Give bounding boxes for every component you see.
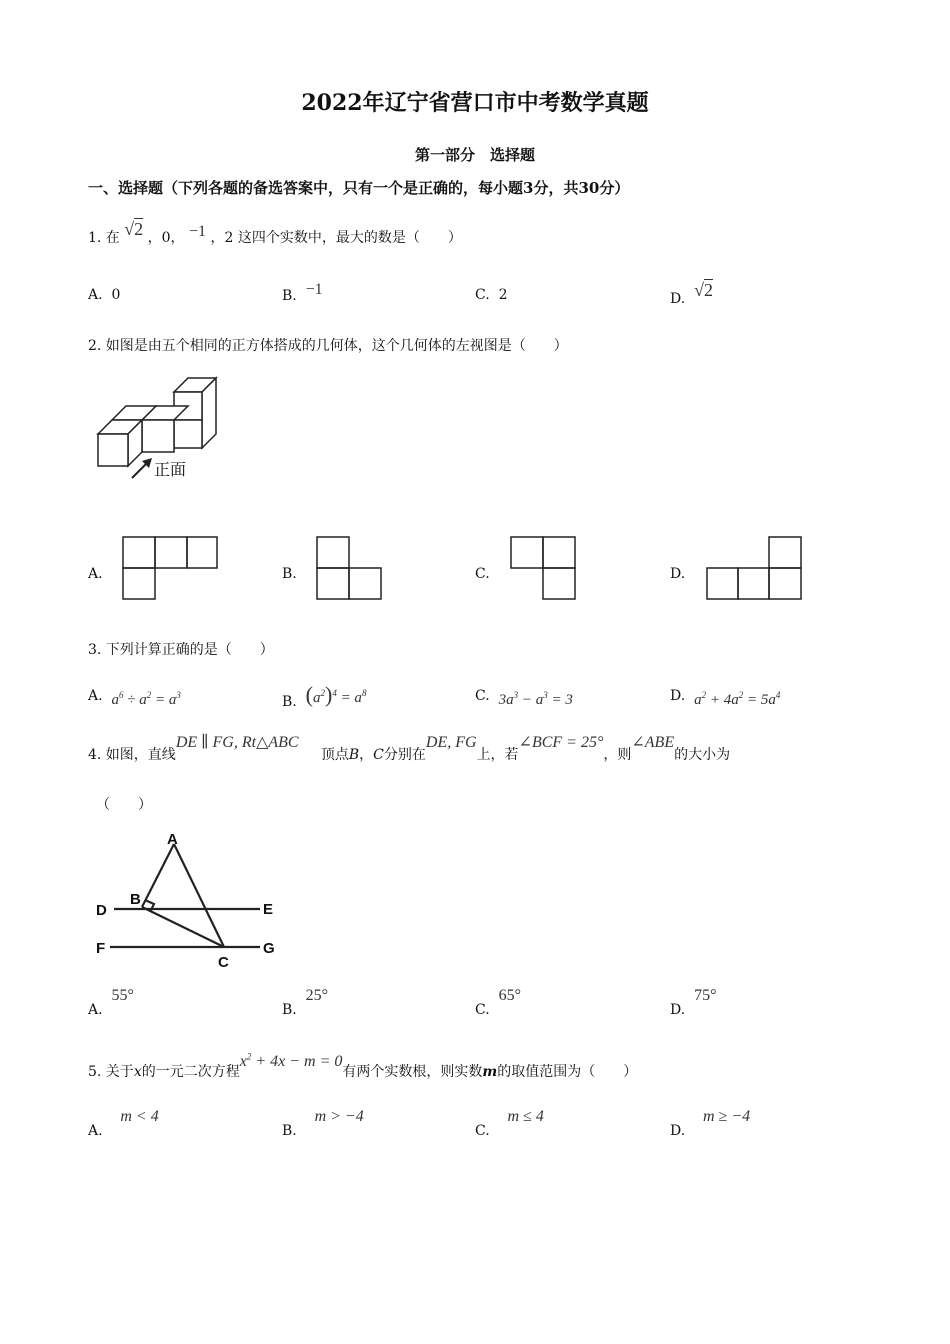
q1-option-c[interactable]: C. 2 — [475, 287, 508, 303]
label-b: B — [130, 891, 141, 908]
label-f: F — [96, 940, 106, 957]
q5-equation: $x^2 + 4x - m = 0$ — [239, 1051, 343, 1070]
q2-option-d-view[interactable] — [705, 536, 805, 601]
q2-option-d[interactable]: D. — [670, 566, 686, 582]
page-title: 2022年辽宁省营口市中考数学真题 — [301, 90, 649, 116]
q3-option-c[interactable]: C. $3a^3 - a^3 = 3$ — [475, 688, 573, 708]
label-a: A — [167, 831, 178, 848]
q2-option-b[interactable]: B. — [282, 566, 297, 582]
q5-option-d[interactable]: D. m ≥ −4 — [670, 1108, 751, 1139]
q3-option-d[interactable]: D. $a^2 + 4a^2 = 5a^4$ — [670, 688, 781, 708]
cube-solid-figure — [92, 372, 232, 484]
q2-option-a[interactable]: A. — [88, 566, 103, 582]
q4-option-c[interactable]: C. 65° — [475, 987, 521, 1018]
q1-option-b[interactable]: B. −1 — [282, 281, 323, 304]
q2-option-c[interactable]: C. — [475, 566, 490, 582]
section-heading: 一、选择题（下列各题的备选答案中，只有一个是正确的，每小题3分，共30分） — [88, 179, 630, 197]
q2-option-a-view[interactable] — [121, 536, 219, 601]
q4-answer-paren: （ ） — [96, 797, 152, 813]
sqrt-symbol: √2 — [124, 219, 144, 239]
q5-option-b[interactable]: B. m > −4 — [282, 1108, 364, 1139]
q1-option-d[interactable]: D. √2 — [670, 280, 713, 307]
q4-option-d[interactable]: D. 75° — [670, 987, 717, 1018]
q3-option-a[interactable]: A. $a^6 \div a^2 = a^3$ — [88, 688, 181, 708]
question-4: 4. 如图，直线DE ∥ FG, Rt△ABC 顶点B，C分别在DE, FG上，若∠BCF = 25°，则∠ABE的大小为 — [88, 734, 731, 763]
q5-option-a[interactable]: A. m < 4 — [88, 1108, 159, 1139]
question-1 — [88, 219, 462, 247]
question-5: 5. 关于x的一元二次方程$x^2 + 4x - m = 0$有两个实数根，则实数m的取值范围为（ ） — [88, 1051, 638, 1080]
part-heading: 第一部分 选择题 — [414, 146, 535, 164]
q1-mid: ，0， — [147, 230, 185, 246]
q4-condition: DE ∥ FG, Rt△ABC — [175, 734, 299, 751]
q1-pre: 1. 在 — [88, 230, 120, 246]
q2-option-b-view[interactable] — [315, 536, 383, 601]
q3-option-b[interactable]: B. $(a^2)^4 = a^8$ — [282, 682, 367, 710]
q1-post: ，2 这四个实数中，最大的数是（ ） — [210, 230, 462, 246]
question-2: 2. 如图是由五个相同的正方体搭成的几何体，这个几何体的左视图是（ ） — [88, 338, 568, 354]
label-d: D — [96, 902, 107, 919]
label-c: C — [218, 954, 229, 971]
label-e: E — [263, 901, 274, 918]
q4-option-b[interactable]: B. 25° — [282, 987, 329, 1018]
figure-front-label: 正面 — [154, 462, 187, 479]
q1-neg: −1 — [188, 223, 207, 240]
label-g: G — [263, 940, 275, 957]
q2-option-c-view[interactable] — [509, 536, 577, 601]
question-3: 3. 下列计算正确的是（ ） — [88, 642, 274, 658]
q1-option-a[interactable]: A. 0 — [88, 287, 121, 303]
q4-option-a[interactable]: A. 55° — [88, 987, 134, 1018]
triangle-figure — [92, 828, 284, 974]
q5-option-c[interactable]: C. m ≤ 4 — [475, 1108, 544, 1139]
